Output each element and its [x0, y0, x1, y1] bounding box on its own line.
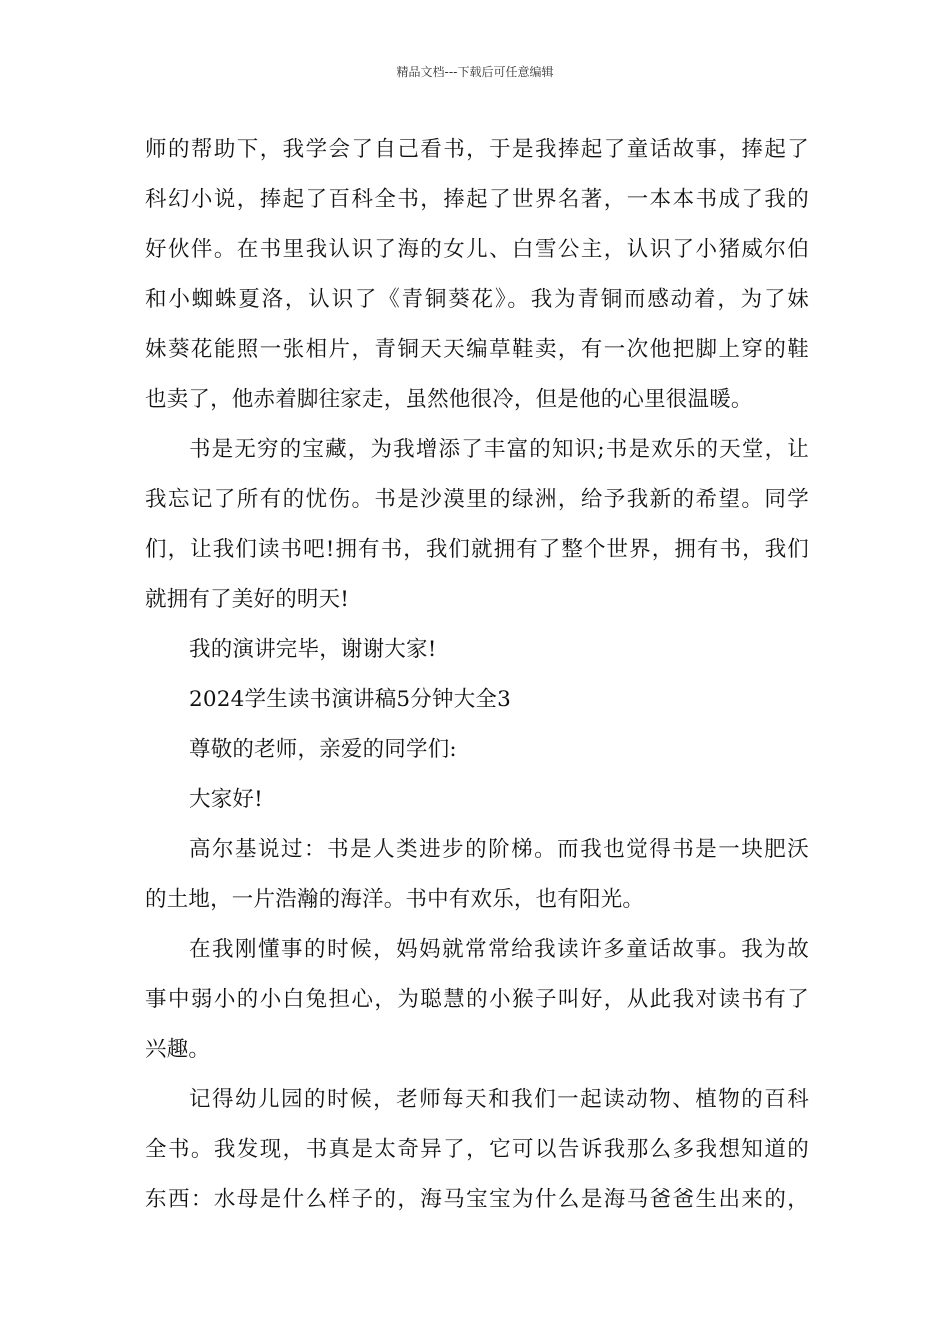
text-line: 记得幼儿园的时候，老师每天和我们一起读动物、植物的百科	[189, 1087, 809, 1112]
document-body	[145, 130, 809, 1230]
text-line: 也卖了，他赤着脚往家走，虽然他很冷，但是他的心里很温暖。	[145, 387, 753, 412]
text-line: 东西：水母是什么样子的，海马宝宝为什么是海马爸爸生出来的，	[145, 1187, 809, 1212]
text-line: 和小蜘蛛夏洛，认识了《青铜葵花》。我为青铜而感动着，为了妹	[145, 287, 809, 312]
text-line: 大家好!	[189, 787, 263, 812]
text-line: 好伙伴。在书里我认识了海的女儿、白雪公主，认识了小猪威尔伯	[145, 237, 809, 262]
text-line: 的土地，一片浩瀚的海洋。书中有欢乐，也有阳光。	[145, 887, 645, 912]
text-line: 事中弱小的小白兔担心，为聪慧的小猴子叫好，从此我对读书有了	[145, 987, 809, 1012]
text-line: 妹葵花能照一张相片，青铜天天编草鞋卖，有一次他把脚上穿的鞋	[145, 337, 809, 362]
page-header: 精品文档---下载后可任意编辑	[396, 65, 554, 79]
text-line: 全书。我发现，书真是太奇异了，它可以告诉我那么多我想知道的	[145, 1137, 809, 1162]
text-line: 科幻小说，捧起了百科全书，捧起了世界名著，一本本书成了我的	[145, 187, 809, 212]
text-line: 2024学生读书演讲稿5分钟大全3	[189, 687, 511, 712]
text-line: 师的帮助下，我学会了自己看书，于是我捧起了童话故事，捧起了	[145, 137, 809, 162]
text-line: 我忘记了所有的忧伤。书是沙漠里的绿洲，给予我新的希望。同学	[145, 487, 809, 512]
text-line: 们，让我们读书吧!拥有书，我们就拥有了整个世界，拥有书，我们	[145, 537, 809, 562]
text-line: 就拥有了美好的明天!	[145, 587, 350, 612]
text-line: 书是无穷的宝藏，为我增添了丰富的知识;书是欢乐的天堂，让	[189, 437, 809, 462]
text-line: 尊敬的老师，亲爱的同学们:	[189, 737, 457, 762]
text-line: 高尔基说过：书是人类进步的阶梯。而我也觉得书是一块肥沃	[189, 837, 809, 862]
text-line: 在我刚懂事的时候，妈妈就常常给我读许多童话故事。我为故	[189, 937, 809, 962]
text-line: 兴趣。	[145, 1037, 211, 1062]
text-line: 我的演讲完毕，谢谢大家!	[189, 637, 437, 662]
